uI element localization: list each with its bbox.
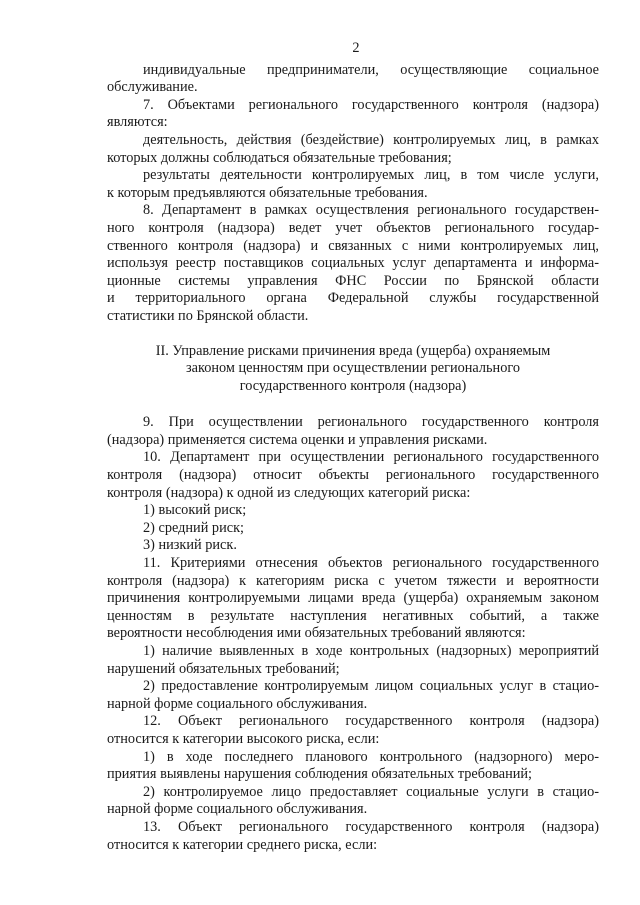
paragraph-line: 2) средний риск; [143, 519, 244, 536]
paragraph-line: индивидуальные предприниматели, осуществляющие социальное [143, 61, 599, 78]
paragraph-line: контроля (надзора) к одной из следующих категорий риска: [107, 484, 471, 501]
paragraph [107, 502, 599, 520]
section-heading-line: II. Управление рисками причинения вреда (ущерба) охраняемым [155, 342, 551, 359]
paragraph-line: ственного контроля (надзора) и связанных с ними контролируемых лиц, [107, 237, 599, 254]
paragraph [107, 202, 599, 325]
paragraph-line: вероятности несоблюдения ими обязательных требований являются: [107, 625, 526, 642]
paragraph-line: 11. Критериями отнесения объектов регионального государственного [143, 555, 599, 572]
paragraph-line: 9. При осуществлении регионального государственного контроля [143, 414, 599, 431]
paragraph-line: 2) контролируемое лицо предоставляет социальные услуги в стацио- [143, 783, 599, 800]
section-heading-line: государственного контроля (надзора) [239, 377, 467, 394]
paragraph-line: которых должны соблюдаться обязательные требования; [107, 149, 452, 166]
paragraph-line: контроля (надзора) относит объекты регионального государственного [107, 467, 599, 484]
paragraph-line: 10. Департамент при осуществлении регионального государственного [143, 449, 599, 466]
paragraph-line: 3) низкий риск. [143, 537, 237, 554]
paragraph [107, 167, 599, 202]
paragraph-line: относится к категории среднего риска, если: [107, 836, 378, 853]
paragraph-line: (надзора) применяется система оценки и управления рисками. [107, 431, 488, 448]
paragraphs-bottom [107, 414, 599, 854]
paragraph [107, 132, 599, 167]
paragraph [107, 713, 599, 748]
paragraph [107, 819, 599, 854]
paragraph-line: результаты деятельности контролируемых лиц, в том числе услуги, [143, 167, 599, 184]
paragraph-line: 2) предоставление контролируемым лицом социальных услуг в стацио- [143, 678, 599, 695]
paragraph-line: статистики по Брянской области. [107, 307, 309, 324]
paragraph [107, 749, 599, 784]
paragraph-line: 8. Департамент в рамках осуществления регионального государствен- [143, 202, 599, 219]
paragraph-line: являются: [107, 114, 168, 131]
paragraph-line: нарной форме социального обслуживания. [107, 695, 368, 712]
paragraph-line: нарушений обязательных требований; [107, 660, 340, 677]
paragraphs-top [107, 62, 599, 326]
paragraph-line: 1) наличие выявленных в ходе контрольных (надзорных) мероприятий [143, 643, 599, 659]
paragraph [107, 62, 599, 97]
paragraph [107, 555, 599, 643]
paragraph-line: деятельность, действия (бездействие) контролируемых лиц, в рамках [143, 131, 599, 148]
paragraph-line: используя реестр поставщиков социальных услуг департамента и информа- [107, 255, 599, 272]
paragraph-line: 1) высокий риск; [143, 502, 247, 519]
section-heading [107, 343, 599, 396]
paragraph-line: причинения контролируемыми лицами вреда (ущерба) охраняемым законом [107, 590, 599, 607]
page-number: 2 [352, 40, 360, 56]
paragraph-line: и территориального органа Федеральной службы государственной [107, 290, 599, 307]
section-heading-line: законом ценностям при осуществлении регионального [185, 360, 520, 377]
paragraph [107, 678, 599, 713]
paragraph-line: 7. Объектами регионального государственного контроля (надзора) [143, 96, 599, 113]
paragraph [107, 643, 599, 678]
paragraph-line: 12. Объект регионального государственного контроля (надзора) [143, 713, 599, 730]
paragraph [107, 784, 599, 819]
paragraph-line: контроля (надзора) к категориям риска с учетом тяжести и вероятности [107, 572, 599, 589]
paragraph-line: обслуживание. [107, 79, 198, 96]
paragraph [107, 537, 599, 555]
paragraph-line: нарной форме социального обслуживания. [107, 801, 368, 818]
paragraph-line: относится к категории высокого риска, если: [107, 730, 380, 747]
paragraph-line: ного контроля (надзора) ведет учет объектов регионального государ- [107, 219, 599, 236]
paragraph [107, 97, 599, 132]
paragraph [107, 414, 599, 449]
paragraph-line: приятия выявлены нарушения соблюдения обязательных требований; [107, 766, 533, 783]
paragraph-line: 1) в ходе последнего планового контрольного (надзорного) меро- [143, 748, 599, 765]
paragraph-line: ционные системы управления ФНС России по Брянской области [107, 272, 599, 289]
paragraph-line: ценностям в результате наступления негативных событий, а также [107, 607, 599, 624]
document-page [107, 40, 599, 854]
paragraph-line: к которым предъявляются обязательные требования. [107, 184, 428, 201]
paragraph [107, 520, 599, 538]
paragraph-line: 13. Объект регионального государственного контроля (надзора) [143, 818, 599, 835]
paragraph [107, 449, 599, 502]
